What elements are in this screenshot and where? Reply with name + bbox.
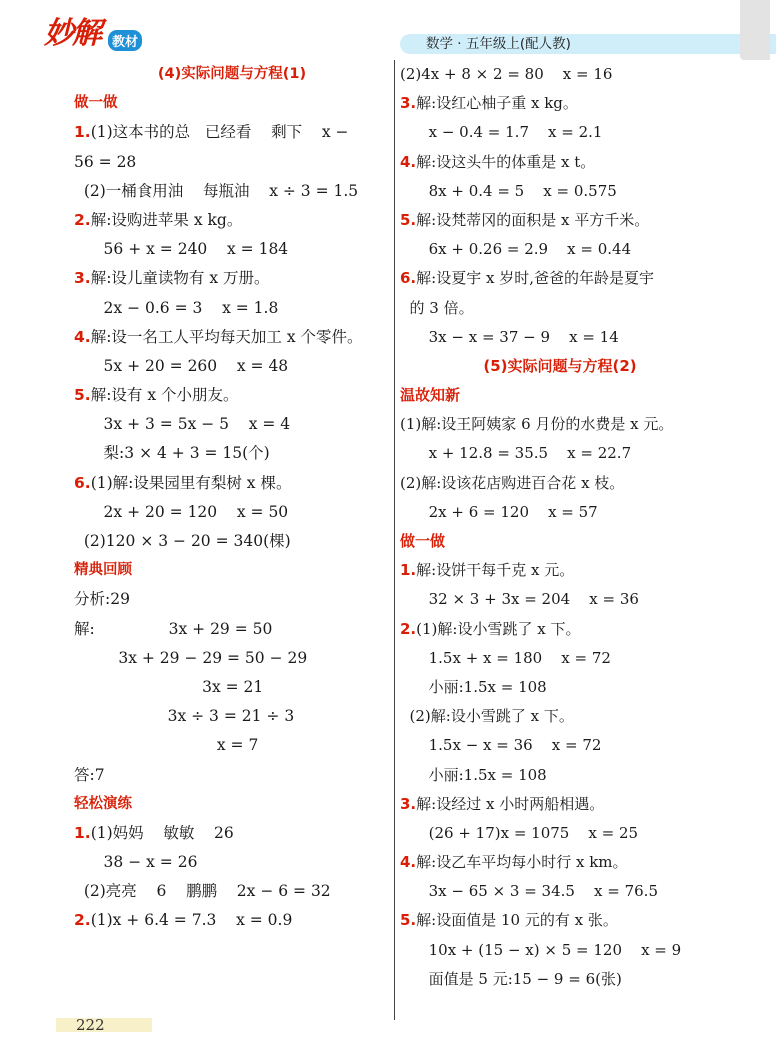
answer-text: x = 7	[74, 736, 259, 755]
answer-text: 解:设购进苹果 x kg。	[90, 210, 243, 229]
answer-text: 解:设乙车平均每小时行 x km。	[416, 853, 628, 872]
answer-text: 8x + 0.4 = 5 x = 0.575	[400, 181, 617, 200]
answer-text: (1)解:设王阿姨家 6 月份的水费是 x 元。	[400, 415, 674, 434]
answer-line	[74, 439, 390, 468]
answer-line	[400, 206, 720, 235]
answer-line	[400, 906, 720, 935]
answer-line	[74, 469, 390, 498]
answer-text: 3x + 29 − 29 = 50 − 29	[74, 648, 308, 667]
answer-line	[74, 148, 390, 177]
answer-text: (2)一桶食用油 每瓶油 x ÷ 3 = 1.5	[74, 181, 359, 200]
answer-text: 解:设梵蒂冈的面积是 x 平方千米。	[416, 210, 650, 229]
answer-text: 解:设经过 x 小时两船相遇。	[416, 794, 605, 813]
answer-text: 2x − 0.6 = 3 x = 1.8	[74, 298, 279, 317]
answer-line	[74, 673, 390, 702]
section-title	[400, 352, 720, 381]
question-number: 6.	[400, 269, 417, 288]
answer-text: (2)解:设小雪跳了 x 下。	[400, 707, 574, 726]
answer-line	[400, 556, 720, 585]
subsection-heading	[74, 556, 390, 585]
answer-text: 解:设面值是 10 元的有 x 张。	[416, 911, 618, 930]
answer-text: 3x − x = 37 − 9 x = 14	[400, 327, 619, 346]
page-corner-tab	[740, 0, 770, 60]
answer-line	[74, 177, 390, 206]
subsection-heading-text: 做一做	[400, 532, 446, 550]
answer-text: (1)解:设小雪跳了 x 下。	[416, 619, 581, 638]
answer-line	[400, 615, 720, 644]
answer-line	[74, 702, 390, 731]
subsection-heading-text: 精典回顾	[74, 562, 132, 579]
answer-line	[74, 264, 390, 293]
header-title: 数学 · 五年级上(配人教)	[426, 36, 571, 52]
answer-text: 答:7	[74, 765, 105, 784]
answer-text: 5x + 20 = 260 x = 48	[74, 356, 289, 375]
answer-line	[400, 89, 720, 118]
answer-line	[400, 439, 720, 468]
subsection-heading-text: 做一做	[74, 95, 118, 112]
answer-line	[74, 118, 390, 147]
answer-text: 3x = 21	[74, 677, 264, 696]
answer-line	[74, 731, 390, 760]
answer-line	[400, 294, 720, 323]
question-number: 5.	[74, 386, 91, 405]
answer-line	[400, 148, 720, 177]
subsection-heading	[400, 381, 720, 410]
section-title-text: (5)实际问题与方程(2)	[483, 356, 637, 375]
answer-text: 解:设儿童读物有 x 万册。	[90, 269, 270, 288]
answer-line	[74, 819, 390, 848]
answer-line	[400, 731, 720, 760]
question-number: 2.	[74, 210, 91, 229]
answer-text: (2)解:设该花店购进百合花 x 枝。	[400, 473, 625, 492]
answer-line	[400, 702, 720, 731]
answer-text: 面值是 5 元:15 − 9 = 6(张)	[400, 969, 622, 988]
answer-line	[74, 294, 390, 323]
answer-text: 3x ÷ 3 = 21 ÷ 3	[74, 707, 295, 726]
answer-text: 1.5x − x = 36 x = 72	[400, 736, 602, 755]
answer-line	[74, 615, 390, 644]
answer-text: 的 3 倍。	[400, 298, 474, 317]
answer-text: 解:设有 x 个小朋友。	[90, 386, 239, 405]
answer-line	[400, 877, 720, 906]
answer-line	[400, 118, 720, 147]
answer-text: (1)解:设果园里有梨树 x 棵。	[90, 473, 292, 492]
question-number: 2.	[74, 911, 91, 930]
answer-text: (2)120 × 3 − 20 = 340(棵)	[74, 532, 291, 550]
subsection-heading	[74, 790, 390, 819]
answer-line	[74, 498, 390, 527]
answer-line	[74, 352, 390, 381]
answer-line	[74, 644, 390, 673]
answer-line	[400, 469, 720, 498]
answer-line	[74, 527, 390, 556]
answer-text: 解:设一名工人平均每天加工 x 个零件。	[90, 327, 363, 346]
question-number: 4.	[400, 853, 417, 872]
answer-line	[400, 264, 720, 293]
answer-line	[400, 235, 720, 264]
column-divider	[394, 60, 395, 1020]
right-column	[400, 60, 720, 994]
answer-text: x − 0.4 = 1.7 x = 2.1	[400, 123, 603, 142]
answer-line	[74, 848, 390, 877]
answer-text: (2)4x + 8 × 2 = 80 x = 16	[400, 65, 613, 83]
answer-line	[400, 644, 720, 673]
question-number: 4.	[74, 327, 91, 346]
answer-line	[74, 381, 390, 410]
answer-line	[74, 323, 390, 352]
subsection-heading	[74, 89, 390, 118]
answer-line	[74, 410, 390, 439]
answer-text: 2x + 20 = 120 x = 50	[74, 502, 289, 521]
answer-line	[400, 936, 720, 965]
answer-line	[400, 848, 720, 877]
answer-text: 解:设夏宇 x 岁时,爸爸的年龄是夏宇	[416, 269, 654, 288]
answer-line	[74, 235, 390, 264]
answer-text: (1)这本书的总 已经看 剩下 x −	[90, 123, 349, 142]
answer-line	[400, 323, 720, 352]
answer-line	[74, 761, 390, 790]
answer-line	[74, 585, 390, 614]
answer-text: 解: 3x + 29 = 50	[74, 619, 273, 638]
question-number: 5.	[400, 911, 417, 930]
question-number: 3.	[400, 94, 417, 113]
answer-text: 小丽:1.5x = 108	[400, 677, 547, 696]
brand-logo: 妙解	[44, 17, 100, 50]
answer-line	[400, 761, 720, 790]
page-number: 222	[76, 1016, 105, 1034]
answer-text: 1.5x + x = 180 x = 72	[400, 648, 611, 667]
answer-line	[74, 906, 390, 935]
answer-text: 38 − x = 26	[74, 853, 198, 872]
brand-badge: 教材	[108, 30, 142, 51]
answer-line	[400, 498, 720, 527]
question-number: 1.	[400, 561, 417, 580]
section-title-text: (4)实际问题与方程(1)	[157, 66, 307, 82]
answer-line	[400, 585, 720, 614]
answer-line	[400, 965, 720, 994]
page-header	[0, 0, 776, 60]
question-number: 5.	[400, 210, 417, 229]
answer-text: 解:设饼干每千克 x 元。	[416, 561, 575, 580]
answer-line	[74, 877, 390, 906]
answer-text: 56 + x = 240 x = 184	[74, 240, 289, 259]
section-title	[74, 60, 390, 89]
answer-line	[400, 819, 720, 848]
answer-text: 3x − 65 × 3 = 34.5 x = 76.5	[400, 882, 658, 901]
question-number: 2.	[400, 619, 417, 638]
answer-text: (1)x + 6.4 = 7.3 x = 0.9	[90, 911, 293, 930]
answer-text: (26 + 17)x = 1075 x = 25	[400, 823, 639, 842]
answer-text: 6x + 0.26 = 2.9 x = 0.44	[400, 240, 632, 259]
answer-text: 3x + 3 = 5x − 5 x = 4	[74, 415, 291, 434]
subsection-heading-text: 温故知新	[400, 386, 461, 405]
answer-text: 32 × 3 + 3x = 204 x = 36	[400, 590, 639, 609]
answer-text: 10x + (15 − x) × 5 = 120 x = 9	[400, 940, 682, 959]
answer-text: x + 12.8 = 35.5 x = 22.7	[400, 444, 632, 463]
question-number: 1.	[74, 823, 91, 842]
answer-line	[74, 206, 390, 235]
answer-text: (2)亮亮 6 鹏鹏 2x − 6 = 32	[74, 882, 331, 901]
answer-text: 分析:29	[74, 590, 130, 609]
answer-text: 解:设这头牛的体重是 x t。	[416, 152, 596, 171]
answer-text: (1)妈妈 敏敏 26	[90, 823, 234, 842]
question-number: 6.	[74, 473, 91, 492]
answer-text: 梨:3 × 4 + 3 = 15(个)	[74, 444, 270, 463]
question-number: 4.	[400, 152, 417, 171]
subsection-heading-text: 轻松演练	[74, 795, 132, 812]
subsection-heading	[400, 527, 720, 556]
answer-line	[400, 177, 720, 206]
answer-text: 56 = 28	[74, 152, 137, 171]
answer-text: 解:设红心柚子重 x kg。	[416, 94, 578, 113]
answer-line	[400, 673, 720, 702]
answer-line	[400, 410, 720, 439]
question-number: 1.	[74, 123, 91, 142]
answer-line	[400, 60, 720, 89]
question-number: 3.	[74, 269, 91, 288]
answer-text: 2x + 6 = 120 x = 57	[400, 502, 598, 521]
left-column	[74, 60, 390, 936]
question-number: 3.	[400, 794, 417, 813]
answer-line	[400, 790, 720, 819]
answer-text: 小丽:1.5x = 108	[400, 765, 547, 784]
